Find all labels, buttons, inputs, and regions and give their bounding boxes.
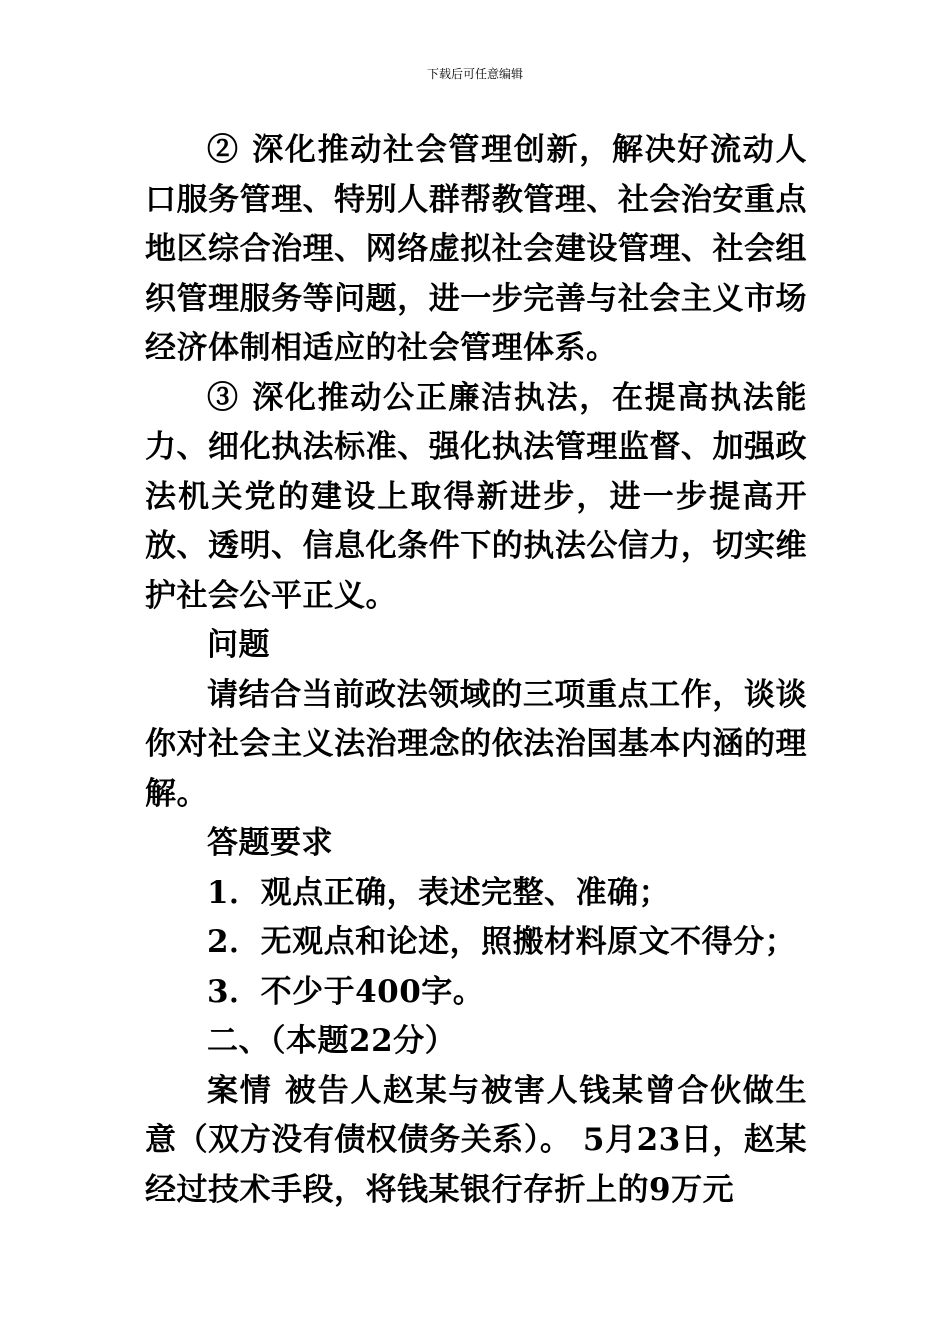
requirement-item: 2．无观点和论述，照搬材料原文不得分； — [207, 924, 797, 960]
requirement-item: 3．不少于400字。 — [207, 973, 485, 1010]
paragraph-item-3: ③ 深化推动公正廉洁执法，在提高执法能力、细化执法标准、强化执法管理监督、加强政法机关党的建设上取得新进步，进一步提高开放、透明、信息化条件下的执法公信力，切实维护社会公平正义。 — [145, 379, 807, 614]
question-text: 请结合当前政法领域的三项重点工作，谈谈你对社会主义法治理念的依法治国基本内涵的理解。 — [145, 676, 807, 812]
case-text: 案情 被告人赵某与被害人钱某曾合伙做生意（双方没有债权债务关系）。 5月23日，赵某经过技术手段，将钱某银行存折上的9万元 — [145, 1072, 807, 1208]
document-body — [145, 126, 807, 1215]
section-two-heading: 二、（本题22分） — [207, 1023, 457, 1059]
question-heading: 问题 — [207, 627, 270, 663]
requirement-item: 1．观点正确，表述完整、准确； — [207, 874, 671, 911]
page-header: 下载后可任意编辑 — [426, 67, 523, 81]
paragraph-item-2: ② 深化推动社会管理创新，解决好流动人口服务管理、特别人群帮教管理、社会治安重点地区综合治理、网络虚拟社会建设管理、社会组织管理服务等问题，进一步完善与社会主义市场经济体制相适应的社会管理体系。 — [145, 132, 807, 366]
requirements-heading: 答题要求 — [207, 825, 333, 861]
